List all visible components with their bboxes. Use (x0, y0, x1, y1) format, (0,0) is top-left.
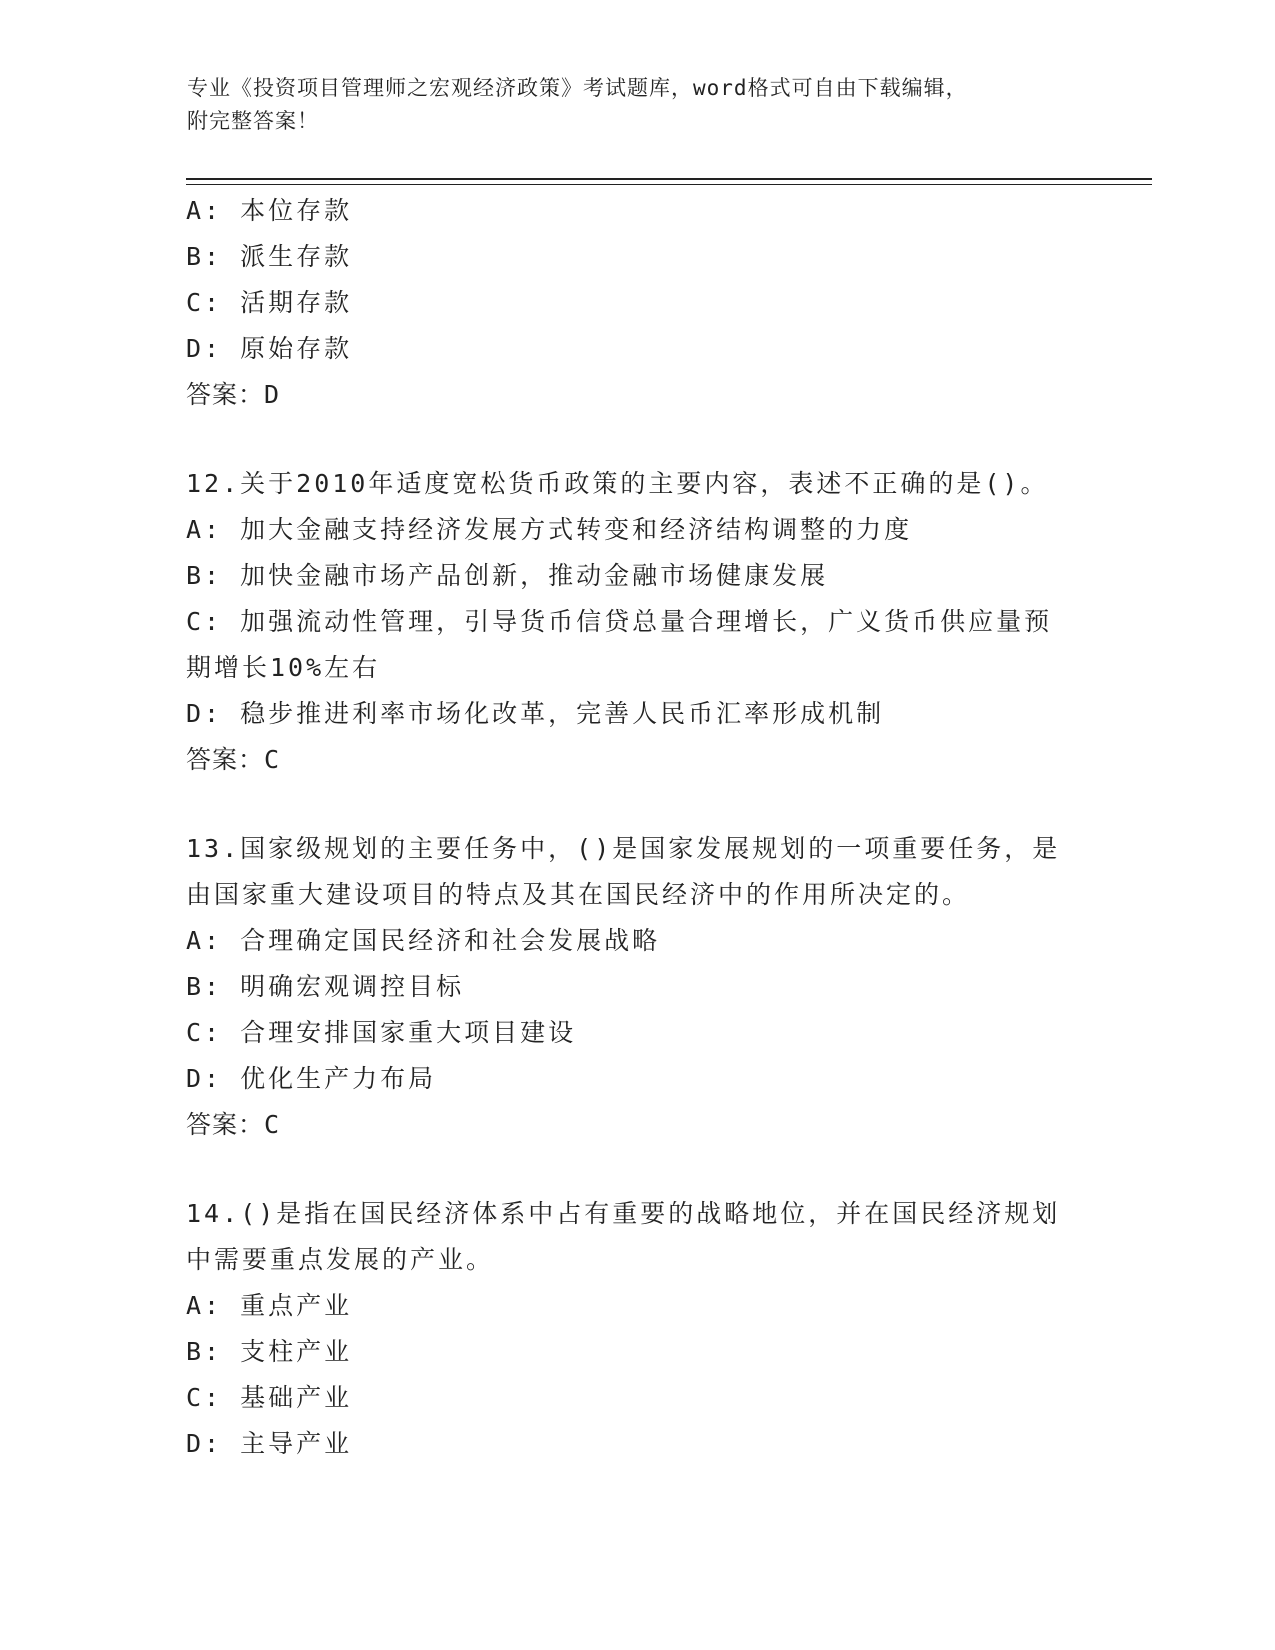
answer-key: C (264, 1110, 281, 1139)
option-c-continued: 期增长10%左右 (186, 653, 381, 682)
question-12 (186, 461, 1086, 783)
option-d: D: 优化生产力布局 (186, 1064, 437, 1093)
spacer (186, 1148, 1086, 1191)
option-a: A: 合理确定国民经济和社会发展战略 (186, 926, 661, 955)
question-stem-line-2: 由国家重大建设项目的特点及其在国民经济中的作用所决定的。 (186, 880, 971, 909)
spacer (186, 418, 1086, 461)
option-b: B: 加快金融市场产品创新，推动金融市场健康发展 (186, 561, 829, 590)
document-header (187, 72, 1087, 138)
option-d: D: 主导产业 (186, 1429, 353, 1458)
question-stem-line-2: 中需要重点发展的产业。 (186, 1245, 495, 1274)
header-rule-thick (186, 178, 1152, 180)
option-a: A: 重点产业 (186, 1291, 353, 1320)
answer-line (186, 372, 1086, 418)
option-b: B: 支柱产业 (186, 1337, 353, 1366)
header-line-1: 专业《投资项目管理师之宏观经济政策》考试题库，word格式可自由下载编辑， (187, 76, 968, 100)
question-stem-line-1: 13.国家级规划的主要任务中，()是国家发展规划的一项重要任务，是 (186, 834, 1061, 863)
option-a: A: 本位存款 (186, 196, 353, 225)
spacer (186, 783, 1086, 826)
option-d: D: 原始存款 (186, 334, 353, 363)
question-14 (186, 1191, 1086, 1467)
option-b: B: 明确宏观调控目标 (186, 972, 465, 1001)
question-13 (186, 826, 1086, 1148)
answer-key: C (264, 745, 281, 774)
answer-line (186, 737, 1086, 783)
header-line-2: 附完整答案！ (187, 109, 319, 133)
answer-label: 答案： (186, 1110, 265, 1139)
question-11 (186, 188, 1086, 418)
option-d: D: 稳步推进利率市场化改革，完善人民币汇率形成机制 (186, 699, 885, 728)
answer-label: 答案： (186, 380, 265, 409)
option-c: C: 加强流动性管理，引导货币信贷总量合理增长，广义货币供应量预 (186, 607, 1053, 636)
answer-key: D (264, 380, 281, 409)
option-c: C: 活期存款 (186, 288, 353, 317)
option-a: A: 加大金融支持经济发展方式转变和经济结构调整的力度 (186, 515, 913, 544)
question-stem: 12.关于2010年适度宽松货币政策的主要内容，表述不正确的是()。 (186, 469, 1049, 498)
answer-line (186, 1102, 1086, 1148)
option-c: C: 合理安排国家重大项目建设 (186, 1018, 577, 1047)
answer-label: 答案： (186, 745, 265, 774)
question-list (186, 188, 1086, 1467)
header-rule-thin (186, 184, 1152, 185)
question-stem-line-1: 14.()是指在国民经济体系中占有重要的战略地位，并在国民经济规划 (186, 1199, 1061, 1228)
option-b: B: 派生存款 (186, 242, 353, 271)
option-c: C: 基础产业 (186, 1383, 353, 1412)
